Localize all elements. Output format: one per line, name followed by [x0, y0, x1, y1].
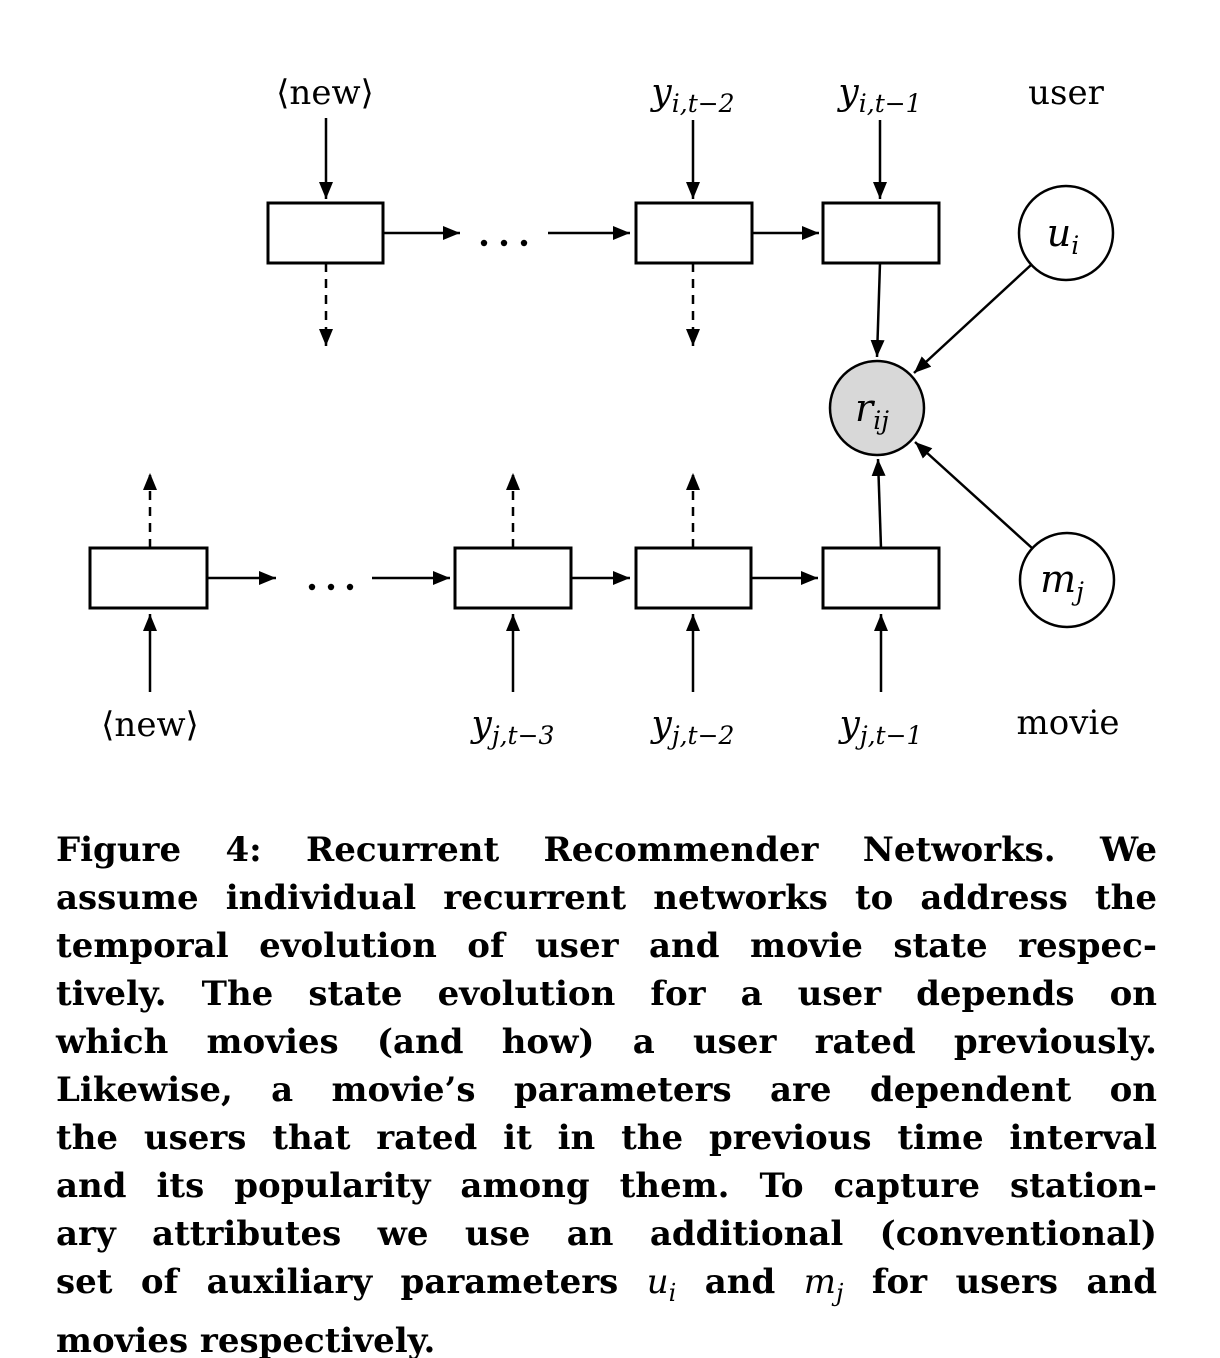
rating-node-group — [830, 263, 1032, 548]
ellipsis-dot — [347, 584, 353, 590]
ellipsis-dot — [328, 584, 334, 590]
user-ellipsis-dots — [481, 240, 527, 246]
caption-line-10 — [56, 1258, 1157, 1317]
movie-input-label-t-1: yj,t−1 — [839, 704, 923, 750]
movie-rnn-chain — [90, 473, 1119, 750]
ellipsis-dot — [521, 240, 527, 246]
caption-line-1: Figure 4: Recurrent Recommender Networks. We — [56, 830, 1157, 870]
ellipsis-dot — [309, 584, 315, 590]
caption-text-segment: for users and — [843, 1262, 1157, 1302]
figure-caption — [56, 826, 1157, 1358]
caption-line-4: tively. The state evolution for a user depends on — [56, 974, 1157, 1014]
ellipsis-dot — [501, 240, 507, 246]
movie-ellipsis-dots — [309, 584, 353, 590]
math-m-sub: j — [835, 1278, 844, 1307]
user-rnn-chain — [268, 72, 1105, 346]
user-input-label-t-1: yi,t−1 — [838, 72, 922, 118]
caption-line-5: which movies (and how) a user rated previously. — [56, 1022, 1157, 1062]
movie-rnn-cell-2 — [455, 548, 571, 608]
user-parameter-label: ui — [1046, 211, 1080, 260]
user-new-input-label: ⟨new⟩ — [276, 73, 374, 113]
movie-input-label-t-3: yj,t−3 — [471, 704, 555, 750]
caption-line-9: ary attributes we use an additional (conventional) — [56, 1214, 1157, 1254]
movie-new-input-label: ⟨new⟩ — [101, 705, 199, 745]
user-input-label-t-2: yi,t−2 — [651, 72, 735, 118]
caption-line-8: and its popularity among them. To capture station- — [56, 1166, 1157, 1206]
movie-rnn-cell-3 — [636, 548, 751, 608]
movie-input-label-t-2: yj,t−2 — [651, 704, 735, 750]
arrow-movie-cell4-to-rating — [878, 459, 881, 548]
caption-text-segment: set of auxiliary parameters — [56, 1262, 647, 1302]
arrow-user-param-to-rating — [914, 265, 1031, 373]
ellipsis-dot — [481, 240, 487, 246]
arrow-user-cell3-to-rating — [877, 263, 880, 357]
math-m-base: m — [803, 1262, 836, 1302]
caption-line-11: movies respectively. — [56, 1320, 436, 1358]
user-rnn-cell-2 — [636, 203, 752, 263]
movie-parameter-label: mj — [1040, 557, 1084, 606]
caption-line-2: assume individual recurrent networks to address the — [56, 878, 1157, 918]
caption-line-7: the users that rated it in the previous time interval — [56, 1118, 1157, 1158]
user-side-label: user — [1028, 73, 1104, 113]
caption-line-3: temporal evolution of user and movie state respec- — [56, 926, 1157, 966]
movie-side-label: movie — [1016, 703, 1120, 743]
movie-rnn-cell-4 — [823, 548, 939, 608]
movie-rnn-cell-1 — [90, 548, 207, 608]
auxiliary-parameter-nodes — [1019, 186, 1114, 627]
math-u-base: u — [646, 1262, 669, 1302]
arrow-movie-param-to-rating — [915, 442, 1032, 548]
user-rnn-cell-1 — [268, 203, 383, 263]
caption-line-6: Likewise, a movie’s parameters are dependent on — [56, 1070, 1157, 1110]
rating-node-label: rij — [855, 386, 889, 435]
math-u-sub: i — [668, 1278, 677, 1307]
user-rnn-cell-3 — [823, 203, 939, 263]
caption-text-segment: and — [676, 1262, 804, 1302]
